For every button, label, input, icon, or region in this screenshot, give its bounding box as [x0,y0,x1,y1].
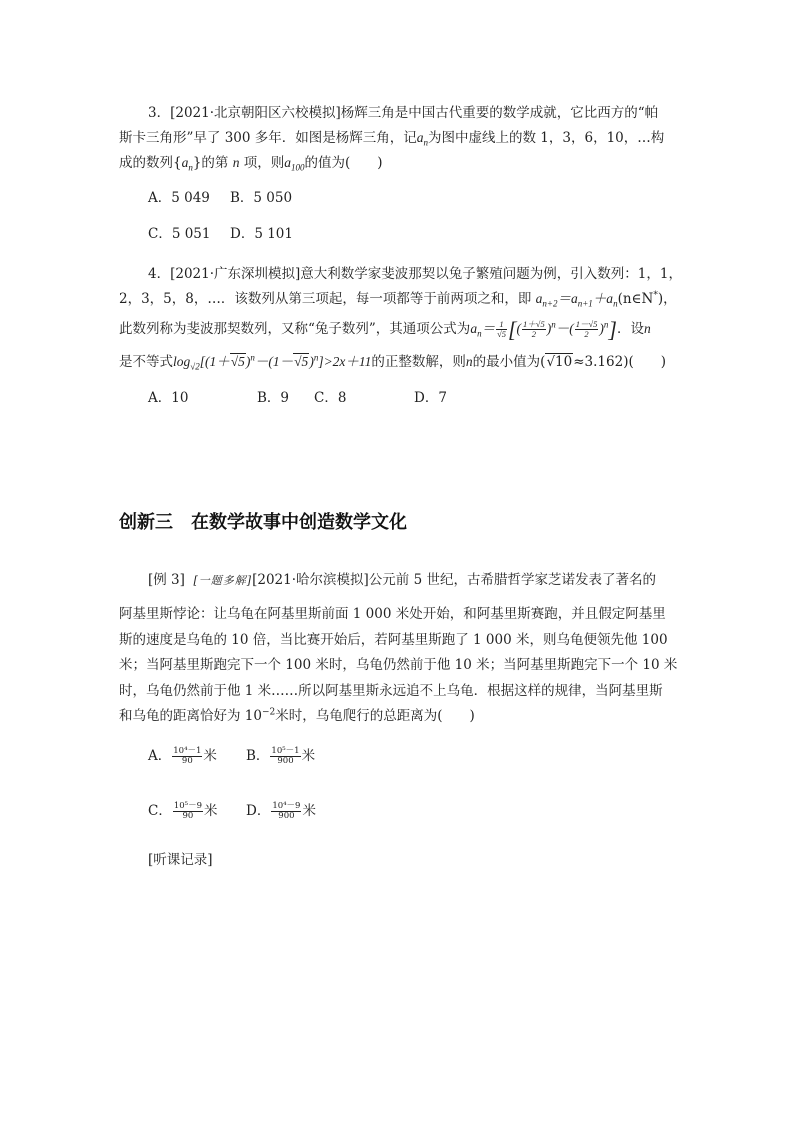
q4-line-4: 是不等式$\log_{√2}[(1+√5)^n-(1-√5)^n]>2x+11$的正整数解，则n的最小值为(√10≈3.162)( ) [119,352,666,372]
section-title: 创新三 在数学故事中创造数学文化 [119,512,407,533]
q3-option-d: D．5 101 [230,226,293,242]
q4-option-c: C．8 [314,390,347,406]
a-n-symbol: $a_n$ [416,130,429,148]
q4-option-a: A．10 [148,390,189,406]
q3-option-c: C．5 051 [148,226,211,242]
recurrence-formula: $a_{n+2}=a_{n+1}+a_n$ [535,291,618,309]
ex3-option-c: C． $\frac{\text{10⁵－9}}{90}$ 米 [148,801,218,821]
log-inequality: $\log_{√2}[(1+√5)^n-(1-√5)^n]>2x+11$ [173,352,372,372]
ex3-line-3: 斯的速度是乌龟的 10 倍，当比赛开始后，若阿基里斯跑了 1 000 米，则乌龟便领先他 100 [119,632,668,648]
ex3-line-5: 时，乌龟仍然前于他 1 米……所以阿基里斯永远追不上乌龟．根据这样的规律，当阿基里斯 [119,683,663,699]
ex3-option-d: D． $\frac{\text{10⁴－9}}{900}$ 米 [246,801,316,821]
ex3-line-6: 和乌龟的距离恰好为 $10^{-2}$米时，乌龟爬行的总距离为( ) [119,707,475,724]
q3-line-2: 斯卡三角形”早了 300 多年．如图是杨辉三角，记$a_n$为图中虚线上的数 1，3，6，10，…构 [119,130,665,148]
q4-line-3: 此数列称为斐波那契数列，又称“兔子数列”，其通项公式为$a_n=$ $\frac{1}{√5}$ [( $\frac{1+√5}{2}$ )$^n$－( $\frac{1-√5}{2}$ )$^n$]．设n [119,316,651,342]
q4-line-2: 2，3，5，8，…．该数列从第三项起，每一项都等于前两项之和，即 $a_{n+2}=a_{n+1}+a_n(n\in N^*)$， [119,290,677,309]
q3-option-b: B．5 050 [230,190,293,206]
q4-line-1: 4．[2021·广东深圳模拟]意大利数学家斐波那契以兔子繁殖问题为例，引入数列：1，1， [148,266,682,282]
ex3-tag: [一题多解] [193,574,253,587]
binet-formula: $a_n=$ $\frac{1}{√5}$ [( $\frac{1+√5}{2}$ )$^n$－( $\frac{1-√5}{2}$ )$^n$] [470,316,617,342]
q3-line-1: 3．[2021·北京朝阳区六校模拟]杨辉三角是中国古代重要的数学成就，它比西方的“帕 [148,105,659,121]
q4-option-d: D．7 [414,390,447,406]
ex3-line-4: 米；当阿基里斯跑完下一个 100 米时，乌龟仍然前于他 10 米；当阿基里斯跑完下一个 10 米 [119,657,678,673]
q4-option-b: B．9 [257,390,290,406]
notes-label: [听课记录] [148,852,213,868]
ex3-line-1: [例 3] [一题多解][2021·哈尔滨模拟]公元前 5 世纪，古希腊哲学家芝诺发表了著名的 [148,572,656,588]
ex3-option-b: B． $\frac{\text{10⁵－1}}{900}$ 米 [246,746,316,766]
ex3-option-a: A． $\frac{\text{10⁴－1}}{90}$ 米 [148,746,217,766]
q3-line-3: 成的数列$\{a_n\}$的第 n 项，则$a_{100}$的值为( ) [119,155,383,173]
q3-option-a: A．5 049 [148,190,210,206]
ex3-line-2: 阿基里斯悖论：让乌龟在阿基里斯前面 1 000 米处开始，和阿基里斯赛跑，并且假定阿基里 [119,606,666,622]
